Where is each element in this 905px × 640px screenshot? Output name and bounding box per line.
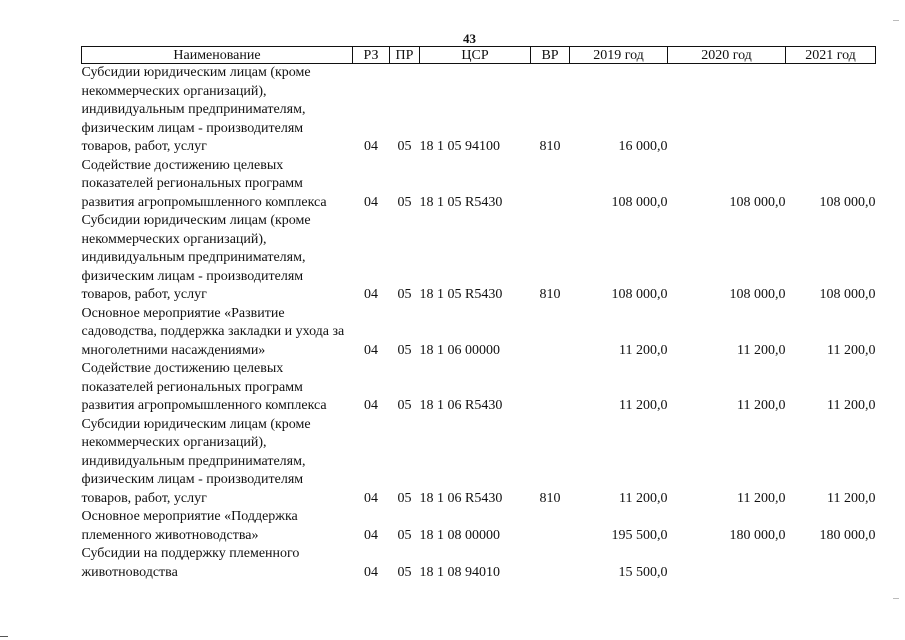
row-name: Субсидии юридическим лицам (кроме некоммерческих организаций), индивидуальным предпринимателям, физическим лицам - производителям товаров, работ, услуг	[81, 65, 311, 154]
row-pr: 05	[397, 398, 412, 413]
row-rz: 04	[364, 564, 378, 580]
row-2021: 11 200,0	[827, 398, 876, 413]
row-vr: 810	[539, 490, 561, 506]
row-vr	[531, 508, 570, 545]
row-name: Субсидии юридическим лицам (кроме некоммерческих организаций), индивидуальным предпринимателям, физическим лицам - производителям товаров, работ, услуг	[81, 416, 311, 506]
scan-speck	[893, 598, 899, 599]
table-header	[82, 47, 876, 64]
row-2019: 11 200,0	[619, 490, 668, 506]
row-2020: 108 000,0	[729, 194, 786, 210]
row-rz: 04	[364, 490, 378, 506]
row-2020: 11 200,0	[737, 490, 786, 506]
row-csr: 18 1 05 94100	[419, 139, 500, 154]
table-row	[82, 157, 876, 213]
row-vr: 810	[539, 139, 561, 154]
row-2021: 11 200,0	[827, 490, 876, 506]
row-csr: 18 1 05 R5430	[419, 194, 503, 210]
row-vr	[531, 545, 570, 582]
header-row	[82, 47, 876, 64]
row-vr: 810	[539, 287, 561, 302]
row-vr	[531, 360, 570, 416]
row-name: Субсидии на поддержку племенного животноводства	[81, 546, 300, 580]
row-name: Содействие достижению целевых показателей региональных программ развития агропромышленного комплекса	[81, 361, 327, 413]
header-name: Наименование	[82, 47, 353, 64]
row-2019: 195 500,0	[611, 527, 668, 543]
table-row	[82, 212, 876, 305]
row-2019: 108 000,0	[611, 287, 668, 302]
scan-edge-mark	[0, 636, 8, 637]
row-rz: 04	[364, 287, 378, 302]
row-vr	[531, 305, 570, 361]
row-rz: 04	[364, 398, 378, 413]
header-csr: ЦСР	[420, 47, 531, 64]
row-rz: 04	[364, 342, 378, 358]
table-row	[82, 545, 876, 582]
row-pr: 05	[397, 342, 412, 358]
row-pr: 05	[397, 564, 412, 580]
row-pr: 05	[397, 287, 412, 302]
row-2019: 16 000,0	[618, 139, 668, 154]
row-vr	[531, 157, 570, 213]
row-csr: 18 1 05 R5430	[419, 287, 503, 302]
row-2021	[786, 64, 876, 157]
table-row	[82, 508, 876, 545]
table-row	[82, 305, 876, 361]
row-csr: 18 1 06 R5430	[419, 490, 503, 506]
row-2019: 11 200,0	[619, 342, 668, 358]
row-2020: 180 000,0	[729, 527, 786, 543]
header-2020: 2020 год	[668, 47, 786, 64]
row-2019: 15 500,0	[618, 564, 668, 580]
row-name: Основное мероприятие «Поддержка племенного животноводства»	[81, 509, 298, 543]
page-number: 43	[463, 31, 476, 46]
header-pr: ПР	[390, 47, 420, 64]
table-row	[82, 360, 876, 416]
row-csr: 18 1 08 94010	[419, 564, 500, 580]
row-2021: 11 200,0	[827, 342, 876, 358]
row-pr: 05	[397, 490, 412, 506]
row-2020: 11 200,0	[737, 342, 786, 358]
row-2021: 108 000,0	[819, 194, 876, 210]
row-pr: 05	[397, 527, 412, 543]
row-2019: 108 000,0	[611, 194, 668, 210]
row-2021: 180 000,0	[819, 527, 876, 543]
row-name: Содействие достижению целевых показателей региональных программ развития агропромышленного комплекса	[81, 157, 327, 210]
row-2020: 11 200,0	[737, 398, 786, 413]
row-csr: 18 1 08 00000	[419, 527, 500, 543]
row-2021: 108 000,0	[819, 287, 876, 302]
table-row	[82, 416, 876, 509]
row-name: Субсидии юридическим лицам (кроме некоммерческих организаций), индивидуальным предпринимателям, физическим лицам - производителям товаров, работ, услуг	[81, 213, 311, 302]
scan-speck	[893, 20, 899, 21]
row-2019: 11 200,0	[619, 398, 668, 413]
row-rz: 04	[364, 139, 378, 154]
table-body	[82, 64, 876, 583]
table-row	[82, 64, 876, 157]
row-rz: 04	[364, 527, 378, 543]
row-pr: 05	[397, 139, 412, 154]
row-csr: 18 1 06 00000	[419, 342, 500, 358]
header-2019: 2019 год	[570, 47, 668, 64]
header-2021: 2021 год	[786, 47, 876, 64]
row-2021	[786, 545, 876, 582]
row-name: Основное мероприятие «Развитие садоводства, поддержка закладки и ухода за многолетними насаждениями»	[81, 305, 345, 358]
row-pr: 05	[397, 194, 412, 210]
header-vr: ВР	[531, 47, 570, 64]
header-rz: РЗ	[353, 47, 390, 64]
budget-table	[81, 46, 876, 582]
row-rz: 04	[364, 194, 378, 210]
row-2020: 108 000,0	[729, 287, 786, 302]
row-2020	[668, 545, 786, 582]
row-2020	[668, 64, 786, 157]
row-csr: 18 1 06 R5430	[419, 398, 503, 413]
